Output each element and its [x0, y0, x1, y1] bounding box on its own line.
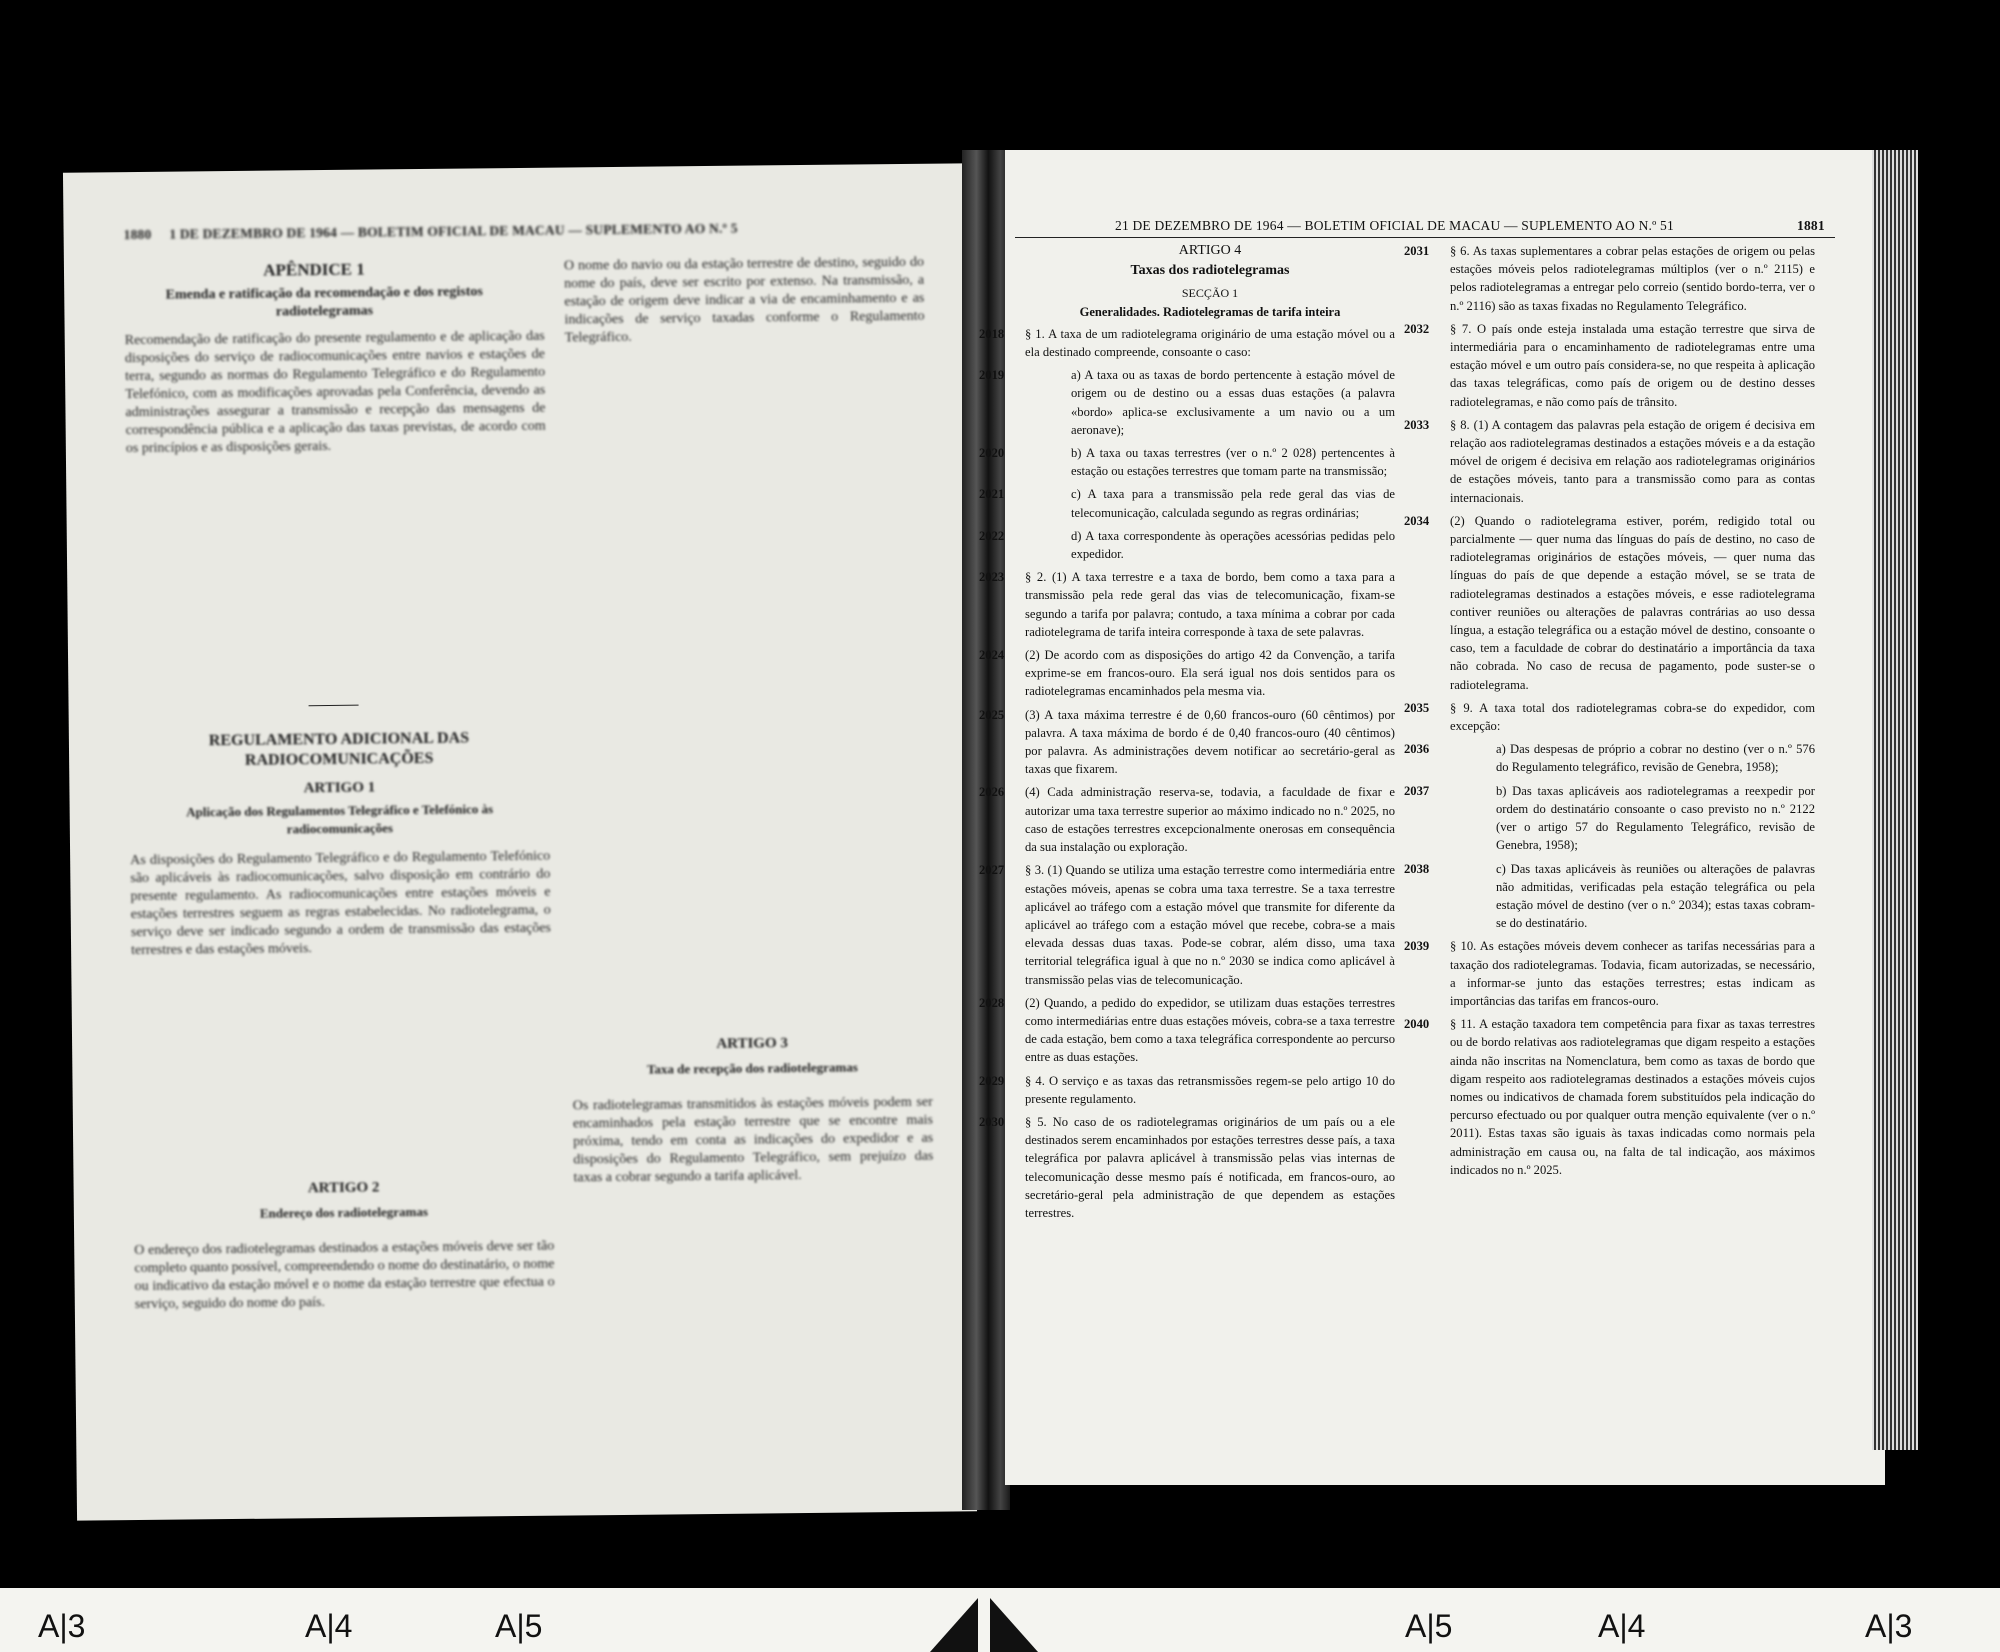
paragraph-text: § 9. A taxa total dos radiotelegramas cobra-se do expedidor, com excepção: — [1450, 700, 1815, 734]
section-title: SECÇÃO 1 — [1181, 286, 1239, 301]
paragraph — [1404, 740, 1815, 776]
strip-label-right-3: A|3 — [1865, 1608, 1913, 1644]
paragraph-text: § 6. As taxas suplementares a cobrar pelas estações de origem ou pelas estações móveis pelos radiotelegramas múltiplos (ver o n.º 2115) e pelos radiotelegramas a entregar pelo correio (sentido bordo-terra, ver o n.º 2116) são as taxas fixadas no Regulamento Telegráfico. — [1450, 244, 1815, 313]
paragraph — [1404, 512, 1815, 694]
paragraph-number: 2033 — [1404, 417, 1430, 432]
left-article-2-title: ARTIGO 2 — [307, 1179, 380, 1197]
left-page-number: 1880 — [123, 226, 152, 243]
page-edges — [1872, 150, 1918, 1450]
left-page — [63, 163, 977, 1520]
paragraph-text: § 1. A taxa de um radiotelegrama originário de uma estação móvel ou a ela destinado compreende, consoante o caso: — [1025, 326, 1395, 360]
paragraph — [979, 646, 1395, 701]
paragraph-text: c) A taxa para a transmissão pela rede geral das vias de telecomunicação, calculada segundo as regras ordinárias; — [1071, 487, 1395, 520]
left-article-1-title: ARTIGO 1 — [303, 779, 376, 797]
paragraph-text: (4) Cada administração reserva-se, todavia, a faculdade de fixar e autorizar uma taxa terrestre superior ao máximo indicado no n.º 2025, no caso de estações terrestres excepcionalmente onerosas em consequência da sua instalação ou exploração. — [1025, 785, 1395, 855]
paragraph — [979, 444, 1395, 480]
paragraph-number: 2023 — [979, 570, 1005, 585]
paragraph-text: § 5. No caso de os radiotelegramas originários de um país ou a ele destinados serem encaminhados por estações terrestres desse país, a taxa telegráfica por palavra aplicável à transmissão pelas vias internas de telecomunicação desse mesmo país é notificada, em francos-ouro, ao secretário-geral pela administração de que dependem as estações terrestres. — [1025, 1114, 1395, 1220]
paragraph-text: c) Das taxas aplicáveis às reuniões ou alterações de palavras não admitidas, verificadas pela estação telegráfica ou pela estação móvel de destino (ver o n.º 2034); estas taxas cobram-se do destinatário. — [1496, 861, 1815, 931]
paragraph-number: 2028 — [979, 995, 1005, 1010]
paragraph-number: 2021 — [979, 487, 1005, 502]
right-header-text: 21 DE DEZEMBRO DE 1964 — BOLETIM OFICIAL DE MACAU — SUPLEMENTO AO N.º 51 — [1115, 218, 1674, 233]
left-article-1-subtitle: Aplicação dos Regulamentos Telegráfico e Telefónico às radiocomunicações — [186, 801, 494, 837]
left-regulation-title: REGULAMENTO ADICIONAL DAS RADIOCOMUNICAÇÕES — [208, 729, 470, 769]
right-page-header — [1115, 218, 1815, 234]
paragraph-number: 2034 — [1404, 513, 1430, 528]
paragraph — [979, 861, 1395, 988]
right-page — [979, 150, 1885, 1485]
paragraph — [1404, 937, 1815, 1010]
paragraph — [979, 1072, 1395, 1108]
paragraph-text: b) Das taxas aplicáveis aos radiotelegramas a reexpedir por ordem do destinatário consoante o caso previsto no n.º 2122 (ver o artigo 57 do Regulamento Telegráfico, revisão de Genebra, 1958); — [1496, 783, 1815, 853]
paragraph — [979, 783, 1395, 856]
paragraph — [979, 706, 1395, 779]
paragraph-text: § 3. (1) Quando se utiliza uma estação terrestre como intermediária entre estações móveis, apenas se cobra uma taxa terrestre. Se a taxa terrestre aplicável ao tráfego com a estação móvel que transmite for diferente da aplicável ao tráfego com a estação móvel que recebe, cobra-se a mais elevada dessas duas taxas. Pode-se cobrar, além disso, uma taxa territorial telegráfica igual à que no n.º 2030 se indica como aplicável à transmissão pelas vias de telecomunicação. — [1025, 863, 1395, 987]
paragraph — [1404, 860, 1815, 933]
paragraph-text: b) A taxa ou taxas terrestres (ver o n.º 2 028) pertencentes à estação ou estações terrestres que tomam parte na transmissão; — [1071, 446, 1395, 479]
paragraph-number: 2027 — [979, 863, 1005, 878]
strip-label-right-1: A|5 — [1405, 1608, 1453, 1644]
paragraph-text: § 10. As estações móveis devem conhecer as tarifas necessárias para a taxação dos radiotelegramas. Todavia, ficam autorizadas, se necessário, a informar-se junto das estações terrestres; estas indicam as importâncias das tarifas em francos-ouro. — [1450, 939, 1815, 1008]
center-marker-right — [990, 1598, 1038, 1652]
left-divider — [309, 705, 359, 707]
paragraph-number: 2036 — [1404, 742, 1430, 757]
paragraph-text: (2) De acordo com as disposições do artigo 42 da Convenção, a tarifa exprime-se em francos-ouro. Ela será igual nos dois sentidos para os radiotelegramas encaminhados pela mesma via. — [1025, 648, 1395, 699]
paragraph-text: a) Das despesas de próprio a cobrar no destino (ver o n.º 576 do Regulamento telegráfico, revisão de Genebra, 1958); — [1496, 742, 1815, 775]
left-article-3-subtitle: Taxa de recepção dos radiotelegramas — [646, 1059, 858, 1077]
paragraph-number: 2038 — [1404, 861, 1430, 876]
right-column-1 — [979, 242, 1395, 1227]
paragraph-text: § 7. O país onde esteja instalada uma estação terrestre que sirva de intermediária para o encaminhamento de radiotelegramas entre uma estação móvel e um outro país considera-se, no que respeita à aplicação das taxas telegráficas, como país de origem ou de destino desses radiotelegramas, e não como país de trânsito. — [1450, 321, 1815, 409]
left-page-header — [124, 219, 904, 243]
strip-label-left-2: A|4 — [305, 1608, 353, 1644]
paragraph — [979, 366, 1395, 439]
strip-label-left-3: A|5 — [495, 1608, 543, 1644]
paragraph-number: 2018 — [979, 326, 1005, 341]
paragraph — [1404, 320, 1815, 411]
strip-label-left-1: A|3 — [38, 1608, 86, 1644]
left-article-3-title: ARTIGO 3 — [716, 1035, 788, 1052]
paragraph-text: (2) Quando, a pedido do expedidor, se utilizam duas estações terrestres como intermediárias entre duas estações móveis, cobra-se a taxa terrestre de cada estação, bem como a taxa telegráfica correspondente ao percurso entre as duas estações. — [1025, 995, 1395, 1065]
article-title: ARTIGO 4 — [1178, 243, 1242, 258]
center-marker-left — [930, 1598, 978, 1652]
left-header-text: 1 DE DEZEMBRO DE 1964 — BOLETIM OFICIAL DE MACAU — SUPLEMENTO AO N.º 5 — [169, 220, 738, 242]
paragraph-text: § 2. (1) A taxa terrestre e a taxa de bordo, bem como a taxa para a transmissão pela rede geral das vias de telecomunicação, fixam-se segundo a tarifa por palavra; contudo, a taxa mínima a cobrar por cada radiotelegrama de tarifa inteira corresponde à taxa de sete palavras. — [1025, 570, 1395, 639]
left-body-paragraph-2: As disposições do Regulamento Telegráfico e do Regulamento Telefónico são aplicáveis às radiocomunicações, salvo disposição em contrário do presente regulamento. As radiocomunicações entre estações móveis e estações terrestres seguem as regras estabelecidas. No radiotelegrama, o serviço deve ser indicado segundo a ordem de transmissão das estações terrestres e das estações móveis. — [130, 848, 551, 959]
left-appendix-title: APÊNDICE 1 — [263, 259, 365, 280]
paragraph-number: 2025 — [979, 707, 1005, 722]
column-2-paragraphs — [1404, 242, 1815, 1179]
paragraph — [979, 527, 1395, 563]
paragraph-number: 2020 — [979, 446, 1005, 461]
paragraph-text: § 11. A estação taxadora tem competência para fixar as taxas terrestres ou de bordo relativas aos radiotelegramas que digam respeito a estações ainda não inscritas na Nomenclatura, bem como as taxas de bordo que digam respeito aos radiotelegramas destinados a estações móveis cujos nomes ou indicativos de chamada forem substituídos pela indicação do percurso efectuado ou por qualquer outra menção equivalente (ver o n.º 2011). Estas taxas são iguais às taxas indicadas como normais pela administração em causa ou, na falta de tal indicação, aos máximos indicados no n.º 2025. — [1450, 1017, 1815, 1177]
paragraph-number: 2037 — [1404, 783, 1430, 798]
paragraph — [979, 485, 1395, 521]
left-body-paragraph-1: Recomendação de ratificação do presente regulamento e de aplicação das disposições do serviço de radiocomunicações entre navios e estações de terra, segundo as normas do Regulamento Telegráfico e do Regulamento Telefónico, com as modificações aprovadas pela Conferência, devendo as administrações assegurar a transmissão e recepção das mensagens de correspondência pública e a aplicação das taxas previstas, de acordo com os princípios e as disposições gerais. — [124, 328, 546, 457]
paragraph-number: 2022 — [979, 528, 1005, 543]
paragraph — [979, 1113, 1395, 1222]
paragraph-text: § 4. O serviço e as taxas das retransmissões regem-se pelo artigo 10 do presente regulamento. — [1025, 1073, 1395, 1106]
left-body-paragraph-4: O nome do navio ou da estação terrestre de destino, seguido do nome do país, deve ser escrito por extenso. Na transmissão, a estação de origem deve indicar a via de encaminhamento e as indicações de serviço taxadas conforme o Regulamento Telegráfico. — [563, 254, 925, 346]
right-page-number: 1881 — [1797, 218, 1825, 233]
paragraph — [979, 568, 1395, 641]
paragraph — [1404, 782, 1815, 855]
paragraph-text: § 8. (1) A contagem das palavras pela estação de origem é decisiva em relação aos radiotelegramas destinados a estações móveis e a da estação móvel de origem é decisiva em relação aos radiotelegramas originários de estações móveis, tanto para a transmissão como para as contas internacionais. — [1450, 417, 1815, 505]
left-body-paragraph-3: O endereço dos radiotelegramas destinados a estações móveis deve ser tão completo quanto possível, compreendendo o nome do destinatário, o nome ou indicativo da estação móvel e o nome da estação terrestre que efectua o serviço, seguido do nome do país. — [134, 1238, 555, 1313]
paragraph — [1404, 699, 1815, 735]
header-rule — [1015, 237, 1835, 238]
paragraph-text: (2) Quando o radiotelegrama estiver, porém, redigido total ou parcialmente — quer numa das línguas do país de destino, no caso de radiotelegramas originários de estações móveis, — quer numa das línguas do país de que depende a estação móvel, se se trata de radiotelegramas destinados a estações móveis, e esse radiotelegrama contiver reuniões ou alterações de palavras contrárias ao uso dessa língua, a estação telegráfica ou a estação móvel de destino, consoante o caso, tem a faculdade de cobrar do destinatário a importância da taxa não cobrada. No caso de recusa de pagamento, pode suster-se o radiotelegrama. — [1450, 513, 1815, 692]
left-body-paragraph-5: Os radiotelegramas transmitidos às estações móveis podem ser encaminhados pela estação terrestre que se encontre mais próxima, tendo em conta as indicações do expedidor e as disposições do Regulamento Telegráfico, sem prejuízo das taxas a cobrar segundo a tarifa aplicável. — [572, 1094, 934, 1186]
paragraph — [979, 325, 1395, 361]
paragraph-number: 2039 — [1404, 939, 1430, 954]
left-appendix-subtitle: Emenda e ratificação da recomendação e dos registos radiotelegramas — [165, 284, 483, 320]
paragraph-text: d) A taxa correspondente às operações acessórias pedidas pelo expedidor. — [1071, 528, 1395, 562]
paragraph-number: 2032 — [1404, 321, 1430, 336]
section-subtitle: Generalidades. Radiotelegramas de tarifa inteira — [1079, 304, 1341, 319]
paragraph-number: 2031 — [1404, 244, 1430, 258]
paragraph-text: (3) A taxa máxima terrestre é de 0,60 francos-ouro (60 cêntimos) por palavra. A taxa máxima de bordo é de 0,40 francos-ouro (40 cêntimos) por palavra. As administrações devem notificar ao secretário-geral as taxas que fixarem. — [1025, 707, 1395, 777]
column-1-paragraphs — [979, 325, 1395, 1222]
paragraph — [1404, 1015, 1815, 1179]
paragraph-number: 2029 — [979, 1073, 1005, 1088]
left-article-2-subtitle: Endereço dos radiotelegramas — [259, 1203, 428, 1221]
article-subtitle: Taxas dos radiotelegramas — [1130, 263, 1290, 279]
paragraph-number: 2030 — [979, 1114, 1005, 1129]
paragraph — [1404, 416, 1815, 507]
paragraph-number: 2019 — [979, 368, 1005, 383]
paragraph-number: 2024 — [979, 648, 1005, 663]
paragraph-number: 2040 — [1404, 1017, 1430, 1032]
paragraph-text: a) A taxa ou as taxas de bordo pertencente à estação móvel de origem ou de destino ou a essas duas estações (a palavra «bordo» aplica-se exclusivamente a um navio ou a um aeronave); — [1071, 368, 1395, 437]
paragraph-number: 2035 — [1404, 700, 1430, 715]
right-column-2 — [1404, 242, 1815, 1184]
paragraph — [1404, 242, 1815, 315]
paragraph — [979, 994, 1395, 1067]
book-gutter — [962, 150, 1010, 1510]
paragraph-number: 2026 — [979, 785, 1005, 800]
strip-label-right-2: A|4 — [1598, 1608, 1646, 1644]
